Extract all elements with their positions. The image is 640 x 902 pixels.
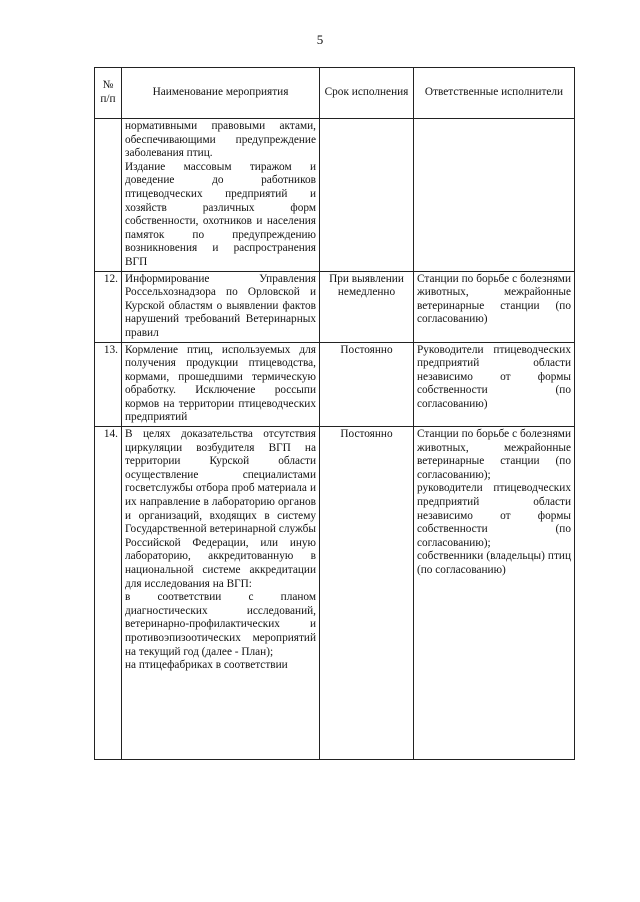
measure-name	[122, 119, 320, 272]
measure-text: нормативными правовыми актами, обеспечивающими предупреждение заболевания птиц.	[125, 120, 316, 160]
row-number: 12.	[95, 271, 122, 342]
table-row	[95, 119, 575, 272]
deadline: Постоянно	[320, 427, 414, 760]
measure-name	[122, 427, 320, 760]
row-number: 14.	[95, 427, 122, 760]
deadline: При выявлении немедленно	[320, 271, 414, 342]
measure-text: Издание массовым тиражом и доведение до работников птицеводческих предприятий и хозяйств различных форм собственности, охотников и населения памяток по предупреждению возникновения и распространения ВГП	[125, 160, 316, 268]
responsible	[414, 342, 575, 427]
header-num: № п/п	[95, 68, 122, 119]
measures-table	[94, 67, 575, 760]
measure-name	[122, 342, 320, 427]
table-header-row	[95, 68, 575, 119]
measure-text: на птицефабриках в соответствии	[125, 659, 288, 672]
table-row	[95, 342, 575, 427]
responsible	[414, 427, 575, 760]
deadline: Постоянно	[320, 342, 414, 427]
responsible-text: Руководители птицеводческих предприятий области независимо от формы собственности (по согласованию)	[417, 343, 571, 410]
responsible	[414, 271, 575, 342]
measure-text: в соответствии с планом диагностических исследований, ветеринарно-профилактических и противоэпизоотических мероприятий на текущий год (далее - План);	[125, 591, 316, 658]
table-row	[95, 271, 575, 342]
responsible-text: Станции по борьбе с болезнями животных, межрайонные ветеринарные станции (по согласованию)	[417, 272, 571, 326]
row-number: 13.	[95, 342, 122, 427]
header-name: Наименование мероприятия	[122, 68, 320, 119]
measure-text: В целях доказательства отсутствия циркуляции возбудителя ВГП на территории Курской области осуществление специалистами госветслужбы отбора проб материала и их направление в лабораторию органов и организаций, входящих в систему Государственной ветеринарной службы Российской Федерации, или иную лабораторию, аккредитованную в национальной системе аккредитации для исследования на ВГП:	[125, 428, 316, 590]
measure-text: Кормление птиц, используемых для получения продукции птицеводства, кормами, прошедшими термическую обработку. Исключение россыпи кормов на территории птицеводческих предприятий	[125, 343, 316, 424]
page-number: 5	[316, 32, 324, 47]
row-number	[95, 119, 122, 272]
responsible-text: Станции по борьбе с болезнями животных, межрайонные ветеринарные станции (по согласованию);	[417, 428, 571, 481]
header-responsible: Ответственные исполнители	[414, 68, 575, 119]
table-row	[95, 427, 575, 760]
responsible	[414, 119, 575, 272]
deadline	[320, 119, 414, 272]
measure-name	[122, 271, 320, 342]
measure-text: Информирование Управления Россельхознадзора по Орловской и Курской областям о выявлении фактов нарушений требований Ветеринарных правил	[125, 272, 316, 339]
responsible-text: собственники (владельцы) птиц (по согласованию)	[417, 550, 571, 576]
responsible-text: руководители птицеводческих предприятий области независимо от формы собственности (по согласованию);	[417, 482, 571, 549]
header-term: Срок исполнения	[320, 68, 414, 119]
